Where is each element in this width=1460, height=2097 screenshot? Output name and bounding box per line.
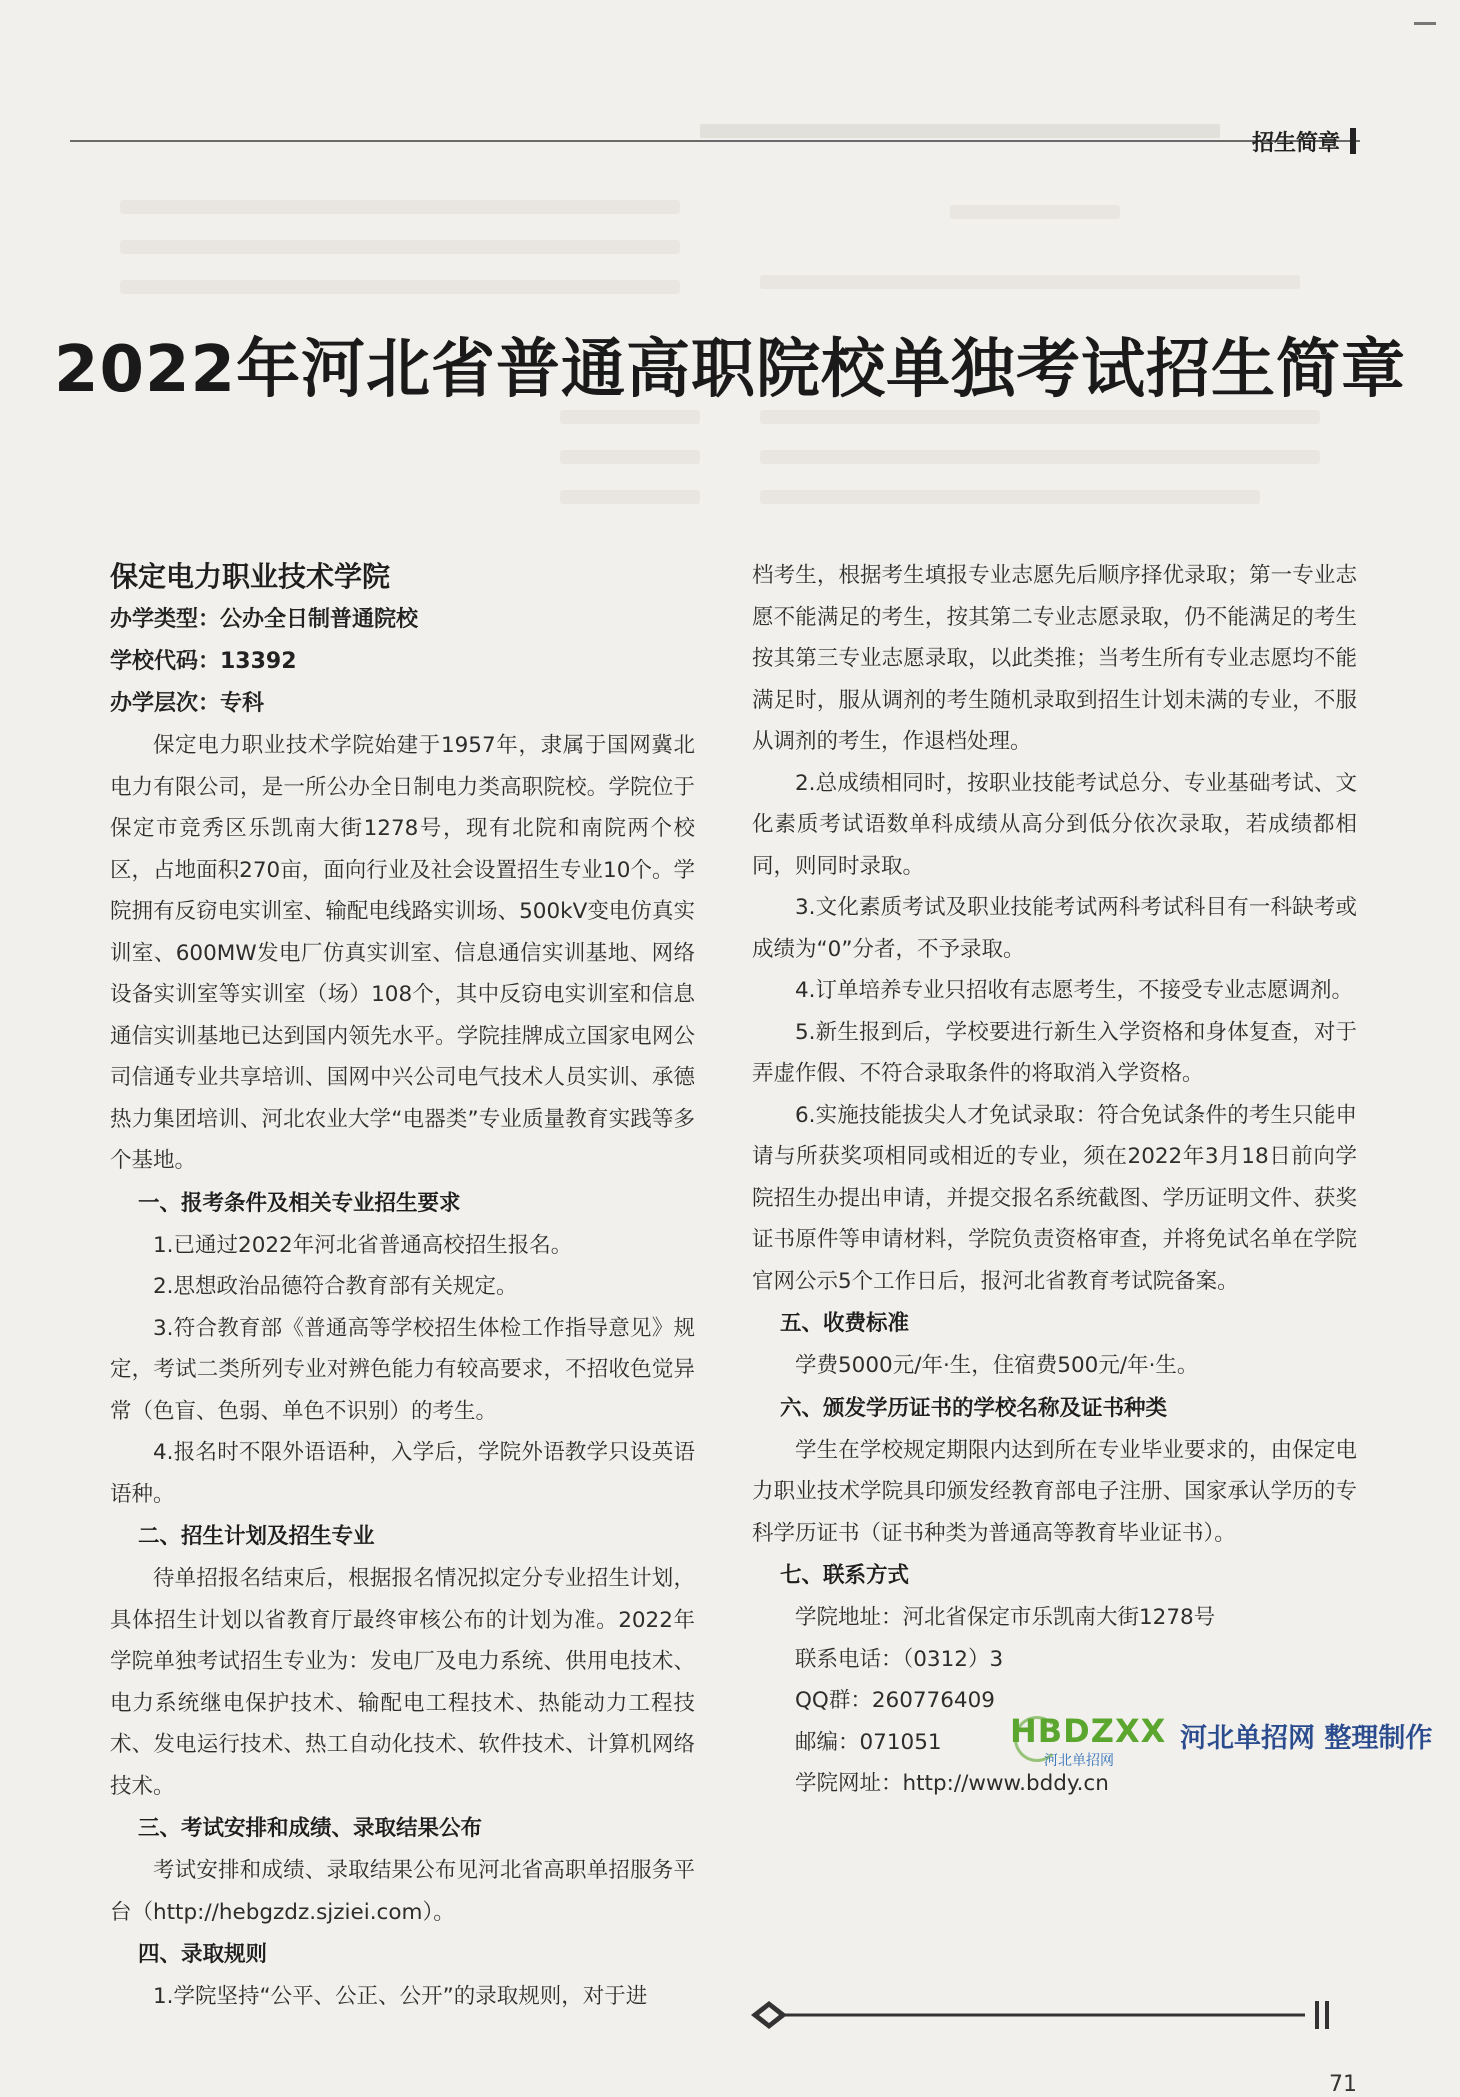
paragraph: 档考生，根据考生填报专业志愿先后顺序择优录取；第一专业志愿不能满足的考生，按其第二专业志愿录取，仍不能满足的考生按其第三专业志愿录取，以此类推；当考生所有专业志愿均不能满足时，服从调剂的考生随机录取到招生计划未满的专业，不服从调剂的考生，作退档处理。 (752, 563, 1357, 754)
bleed-through-line (950, 205, 1120, 219)
bleed-through-line (120, 200, 680, 214)
section-heading-3: 三、考试安排和成绩、录取结果公布 (138, 1816, 483, 1841)
paragraph: 学费5000元/年·生，住宿费500元/年·生。 (795, 1353, 1199, 1378)
paragraph: 4.报名时不限外语语种，入学后，学院外语教学只设英语语种。 (110, 1440, 695, 1507)
paragraph: 6.实施技能拔尖人才免试录取：符合免试条件的考生只能申请与所获奖项相同或相近的专业，须在2022年3月18日前向学院招生办提出申请，并提交报名系统截图、学历证明文件、获奖证书原件等申请材料，学院负责资格审查，并将免试名单在学院官网公示5个工作日后，报河北省教育考试院备案。 (752, 1102, 1357, 1294)
bleed-through-line (120, 240, 680, 254)
bleed-through-line (120, 280, 680, 294)
intro-paragraph: 保定电力职业技术学院始建于1957年，隶属于国网冀北电力有限公司，是一所公办全日制电力类高职院校。学院位于保定市竞秀区乐凯南大街1278号，现有北院和南院两个校区，占地面积270亩，面向行业及社会设置招生专业10个。学院拥有反窃电实训室、输配电线路实训场、500kV变电仿真实训室、600MW发电厂仿真实训室、信息通信实训基地、网络设备实训室等实训室（场）108个，其中反窃电实训室和信息通信实训基地已达到国内领先水平。学院挂牌成立国家电网公司信通专业共享培训、国网中兴公司电气技术人员实训、承德热力集团培训、河北农业大学“电器类”专业质量教育实践等多个基地。 (110, 733, 695, 1173)
paragraph: 1.已通过2022年河北省普通高校招生报名。 (153, 1232, 573, 1258)
paragraph: 3.文化素质考试及职业技能考试两科考试科目有一科缺考或成绩为“0”分者，不予录取。 (752, 895, 1357, 962)
bleed-through-line (760, 490, 1260, 504)
header-running-title (700, 124, 1220, 138)
contact-website: 学院网址：http://www.bddy.cn (795, 1771, 1109, 1796)
paragraph: 学生在学校规定期限内达到所在专业毕业要求的，由保定电力职业技术学院具印颁发经教育部电子注册、国家承认学历的专科学历证书（证书种类为普通高等教育毕业证书）。 (752, 1437, 1357, 1546)
school-name: 保定电力职业技术学院 (110, 560, 391, 593)
watermark-logo: HBDZXX (1010, 1712, 1167, 1750)
paragraph: 考试安排和成绩、录取结果公布见河北省高职单招服务平台（http://hebgzdz.sjziei.com）。 (110, 1858, 695, 1925)
paragraph: 待单招报名结束后，根据报名情况拟定分专业招生计划，具体招生计划以省教育厅最终审核公布的计划为准。2022年学院单独考试招生专业为：发电厂及电力系统、供用电技术、电力系统继电保护技术、输配电工程技术、热能动力工程技术、发电运行技术、热工自动化技术、软件技术、计算机网络技术。 (110, 1566, 695, 1799)
paragraph: 2.总成绩相同时，按职业技能考试总分、专业基础考试、文化素质考试语数单科成绩从高分到低分依次录取，若成绩都相同，则同时录取。 (752, 770, 1357, 879)
right-column (752, 555, 1357, 1805)
diamond-rule-icon (745, 1995, 1355, 2035)
section-heading-1: 一、报考条件及相关专业招生要求 (138, 1190, 461, 1216)
paragraph: 3.符合教育部《普通高等学校招生体检工作指导意见》规定，考试二类所列专业对辨色能力有较高要求，不招收色觉异常（色盲、色弱、单色不识别）的考生。 (110, 1315, 695, 1424)
contact-postcode: 邮编：071051 (795, 1729, 942, 1755)
bleed-through-line (560, 450, 700, 464)
header-section-label: 招生简章 (1251, 131, 1340, 156)
section-heading-4: 四、录取规则 (138, 1942, 268, 1967)
bleed-through-line (760, 275, 1300, 289)
bleed-through-line (760, 410, 1320, 424)
bleed-through-line (760, 450, 1320, 464)
section-heading-2: 二、招生计划及招生专业 (138, 1524, 375, 1549)
bleed-through-line (560, 410, 700, 424)
section-heading-5: 五、收费标准 (780, 1311, 910, 1336)
watermark-text: 河北单招网 整理制作 (1180, 1723, 1433, 1754)
school-code: 学校代码：13392 (110, 649, 297, 674)
section-heading-7: 七、联系方式 (780, 1563, 910, 1588)
corner-mark (1414, 22, 1436, 25)
page-number: 71 (1329, 2072, 1357, 2097)
contact-phone: 联系电话：（0312）3 (795, 1646, 1004, 1672)
watermark (1010, 1712, 1460, 1782)
paragraph: 2.思想政治品德符合教育部有关规定。 (153, 1274, 518, 1299)
left-column (110, 555, 695, 2018)
header-rule (70, 140, 1360, 142)
header-bar (1350, 128, 1356, 154)
watermark-sub: 河北单招网 (1044, 1753, 1114, 1769)
paragraph: 4.订单培养专业只招收有志愿考生，不接受专业志愿调剂。 (795, 978, 1354, 1003)
school-level: 办学层次：专科 (110, 691, 265, 716)
contact-address: 学院地址：河北省保定市乐凯南大街1278号 (795, 1605, 1216, 1630)
school-type: 办学类型：公办全日制普通院校 (110, 607, 419, 632)
bleed-through-line (560, 490, 700, 504)
paragraph: 1.学院坚持“公平、公正、公开”的录取规则，对于进 (153, 1984, 648, 2009)
paragraph: 5.新生报到后，学校要进行新生入学资格和身体复查，对于弄虚作假、不符合录取条件的将取消入学资格。 (752, 1019, 1357, 1086)
page-title: 2022年河北省普通高职院校单独考试招生简章 (53, 333, 1407, 407)
contact-qq: QQ群：260776409 (795, 1688, 995, 1713)
section-heading-6: 六、颁发学历证书的学校名称及证书种类 (780, 1395, 1168, 1421)
